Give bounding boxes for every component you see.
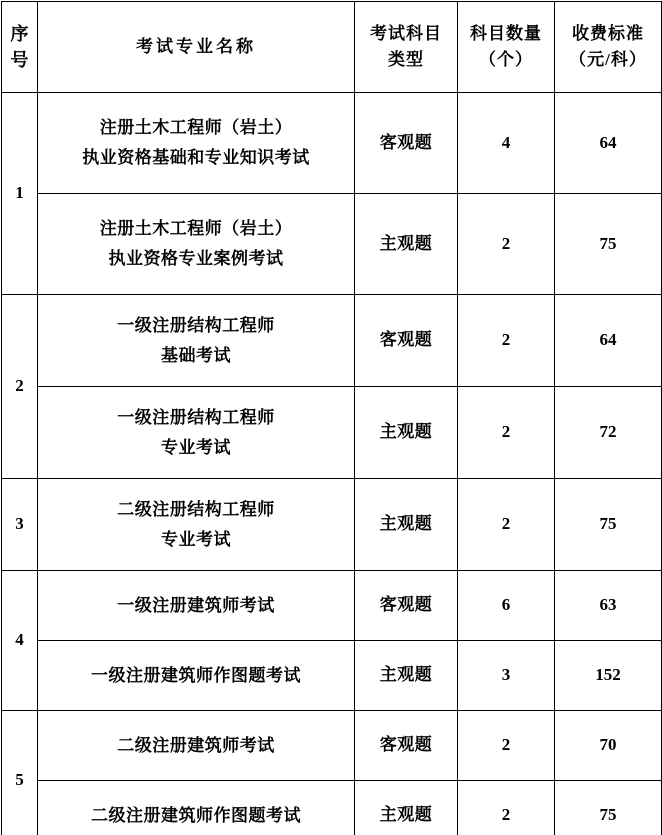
column-header-fee-line2: （元/科） <box>569 50 647 69</box>
exam-name-line: 一级注册结构工程师 <box>117 315 275 335</box>
exam-name-line: 二级注册建筑师作图题考试 <box>91 805 301 825</box>
exam-name-cell <box>38 781 355 835</box>
exam-name-line: 一级注册建筑师作图题考试 <box>91 665 301 685</box>
exam-name-cell <box>38 194 355 295</box>
fee-cell: 75 <box>555 781 662 835</box>
exam-name-line: 专业考试 <box>161 529 231 549</box>
exam-name-line: 一级注册结构工程师 <box>117 407 275 427</box>
row-number-cell: 3 <box>2 479 38 571</box>
column-header-no <box>2 2 38 93</box>
exam-type-cell: 客观题 <box>355 93 458 194</box>
exam-name-cell <box>38 295 355 387</box>
exam-name-cell <box>38 479 355 571</box>
subject-count-cell: 2 <box>458 781 555 835</box>
column-header-type <box>355 2 458 93</box>
subject-count-cell: 2 <box>458 295 555 387</box>
fee-cell: 64 <box>555 295 662 387</box>
table-row <box>2 781 662 835</box>
table-row <box>2 295 662 387</box>
column-header-no-line1: 序 <box>10 23 29 44</box>
column-header-count <box>458 2 555 93</box>
exam-type-cell: 主观题 <box>355 641 458 711</box>
subject-count-cell: 2 <box>458 711 555 781</box>
header-row <box>2 2 662 93</box>
exam-name-line: 一级注册建筑师考试 <box>117 595 275 615</box>
subject-count-cell: 2 <box>458 479 555 571</box>
exam-name-line: 二级注册建筑师考试 <box>117 735 275 755</box>
fee-cell: 72 <box>555 387 662 479</box>
table-row <box>2 641 662 711</box>
column-header-count-line1: 科目数量 <box>470 23 542 43</box>
exam-type-cell: 客观题 <box>355 711 458 781</box>
subject-count-cell: 2 <box>458 194 555 295</box>
row-number-cell: 2 <box>2 295 38 479</box>
exam-name-cell <box>38 387 355 479</box>
exam-name-cell <box>38 711 355 781</box>
table-row <box>2 571 662 641</box>
column-header-type-line1: 考试科目 <box>370 23 442 43</box>
exam-type-cell: 主观题 <box>355 781 458 835</box>
exam-name-line: 注册土木工程师（岩土） <box>99 118 293 138</box>
column-header-fee-line1: 收费标准 <box>572 23 644 43</box>
table-row <box>2 194 662 295</box>
exam-name-line: 基础考试 <box>161 345 231 365</box>
fee-cell: 75 <box>555 479 662 571</box>
subject-count-cell: 2 <box>458 387 555 479</box>
fee-cell: 64 <box>555 93 662 194</box>
column-header-count-line2: （个） <box>479 50 533 69</box>
row-number-cell: 5 <box>2 711 38 835</box>
table-row <box>2 479 662 571</box>
table-header <box>2 2 662 93</box>
column-header-type-line2: 类型 <box>388 50 424 69</box>
column-header-no-line2: 号 <box>10 50 29 70</box>
table-body <box>2 93 662 835</box>
exam-type-cell: 主观题 <box>355 387 458 479</box>
table-row <box>2 93 662 194</box>
table-row <box>2 387 662 479</box>
exam-type-cell: 主观题 <box>355 479 458 571</box>
exam-name-cell <box>38 641 355 711</box>
subject-count-cell: 4 <box>458 93 555 194</box>
fee-cell: 70 <box>555 711 662 781</box>
exam-name-cell <box>38 93 355 194</box>
table-row <box>2 711 662 781</box>
exam-type-cell: 客观题 <box>355 295 458 387</box>
fee-cell: 152 <box>555 641 662 711</box>
column-header-name: 考试专业名称 <box>38 2 355 93</box>
exam-name-line: 执业资格基础和专业知识考试 <box>82 148 310 167</box>
exam-name-line: 执业资格专业案例考试 <box>108 249 284 268</box>
row-number-cell: 4 <box>2 571 38 711</box>
exam-name-line: 注册土木工程师（岩土） <box>99 219 293 239</box>
exam-name-cell <box>38 571 355 641</box>
fee-cell: 63 <box>555 571 662 641</box>
exam-name-line: 二级注册结构工程师 <box>117 499 275 519</box>
exam-name-line: 专业考试 <box>161 437 231 457</box>
row-number-cell: 1 <box>2 93 38 295</box>
exam-fee-table <box>1 1 662 835</box>
subject-count-cell: 6 <box>458 571 555 641</box>
subject-count-cell: 3 <box>458 641 555 711</box>
column-header-fee <box>555 2 662 93</box>
exam-type-cell: 主观题 <box>355 194 458 295</box>
exam-type-cell: 客观题 <box>355 571 458 641</box>
fee-cell: 75 <box>555 194 662 295</box>
